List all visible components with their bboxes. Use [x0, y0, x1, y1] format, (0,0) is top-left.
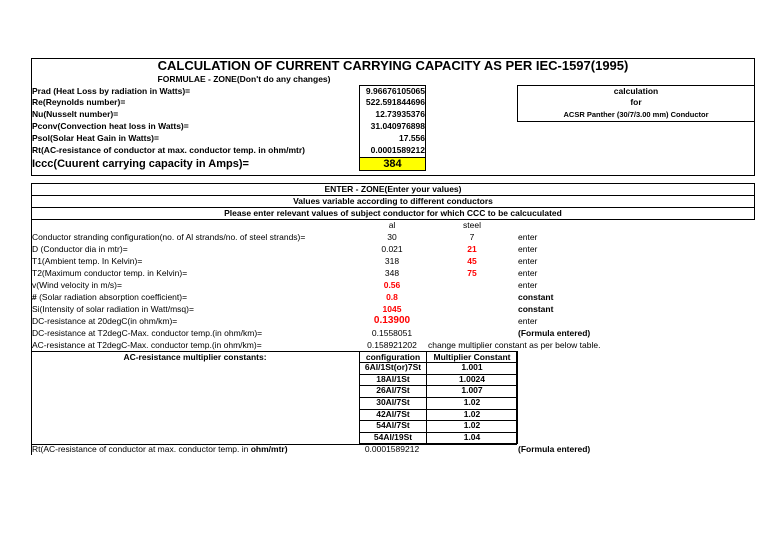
- footer-value[interactable]: 0.0001589212: [364, 444, 420, 454]
- multiplier-col-constant: Multiplier Constant: [433, 352, 511, 362]
- iccc-label: Iccc(Cuurent carrying capacity in Amps)=: [32, 158, 249, 170]
- input-al[interactable]: 0.8: [386, 292, 398, 302]
- footer-note: (Formula entered): [518, 444, 591, 454]
- input-al[interactable]: 0.56: [383, 280, 401, 290]
- input-label: [32, 292, 187, 303]
- formula-value[interactable]: 31.040976898: [370, 121, 425, 131]
- footer-label-unit: ohm/mtr): [250, 444, 288, 454]
- enter-zone-sub2: Please enter relevant values of subject conductor for which CCC to be calcuculated: [224, 208, 562, 218]
- formulae-zone-header: FORMULAE - ZONE(Don't do any changes): [157, 74, 331, 84]
- enter-zone-header: ENTER - ZONE(Enter your values): [324, 184, 462, 194]
- multiplier-constant[interactable]: 1.0024: [459, 374, 485, 384]
- input-al[interactable]: 318: [384, 256, 400, 266]
- formula-value[interactable]: 522.591844696: [365, 97, 425, 107]
- multiplier-config: 26Al/7St: [376, 385, 410, 395]
- multiplier-constant[interactable]: 1.02: [463, 397, 481, 407]
- multiplier-constant[interactable]: 1.001: [461, 362, 483, 372]
- input-al[interactable]: 348: [384, 268, 400, 278]
- input-note: (Formula entered): [518, 328, 591, 338]
- footer-label: [32, 444, 288, 455]
- input-steel[interactable]: 7: [469, 232, 475, 242]
- multiplier-config: 54Al/7St: [376, 420, 410, 430]
- input-label: DC-resistance at T2degC-Max. conductor temp.(in ohm/km)=: [32, 328, 263, 338]
- alpha-symbol: #: [32, 292, 37, 302]
- input-al[interactable]: 0.1558051: [371, 328, 413, 338]
- input-label: T2(Maximum conductor temp. in Kelvin)=: [32, 268, 188, 278]
- input-label-text: (Solar radiation absorption coefficient)=: [36, 292, 188, 302]
- conductor-name: ACSR Panther (30/7/3.00 mm) Conductor: [563, 110, 709, 119]
- input-al[interactable]: 0.13900: [373, 315, 411, 326]
- formula-label: Psol(Solar Heat Gain in Watts)=: [32, 133, 159, 143]
- formula-value[interactable]: 12.73935376: [375, 109, 425, 119]
- multiplier-config: 30Al/7St: [376, 397, 410, 407]
- input-label: D (Conductor dia in mtr)=: [32, 244, 128, 254]
- input-note: enter: [518, 280, 538, 290]
- formula-value[interactable]: 9.96676105065: [365, 86, 425, 96]
- input-steel[interactable]: 45: [467, 256, 477, 266]
- input-note: constant: [518, 292, 554, 302]
- multiplier-constant[interactable]: 1.02: [463, 409, 481, 419]
- multiplier-constant[interactable]: 1.04: [463, 432, 481, 442]
- input-label: Si(Intensity of solar radiation in Watt/msq)=: [32, 304, 194, 314]
- input-al[interactable]: 0.021: [381, 244, 403, 254]
- multiplier-config: 42Al/7St: [376, 409, 410, 419]
- input-note: enter: [518, 268, 538, 278]
- input-steel[interactable]: 75: [467, 268, 477, 278]
- multiplier-config: 54Al/19St: [373, 432, 413, 442]
- input-al[interactable]: 30: [387, 232, 397, 242]
- formula-label: Re(Reynolds number)=: [32, 97, 126, 107]
- input-steel[interactable]: 21: [467, 244, 477, 254]
- formula-label: Prad (Heat Loss by radiation in Watts)=: [32, 86, 191, 96]
- input-label: Conductor stranding configuration(no. of Al strands/no. of steel strands)=: [32, 232, 306, 242]
- input-note: enter: [518, 232, 538, 242]
- input-note: enter: [518, 316, 538, 326]
- input-label: AC-resistance at T2degC-Max. conductor temp.(in ohm/km)=: [32, 340, 262, 350]
- input-note: change multiplier constant as per below table.: [428, 340, 601, 350]
- input-label: v(Wind velocity in m/s)=: [32, 280, 122, 290]
- formula-value[interactable]: 17.556: [399, 133, 425, 143]
- multiplier-right-border: [517, 351, 518, 444]
- page-title: CALCULATION OF CURRENT CARRYING CAPACITY AS PER IEC-1597(1995): [157, 58, 629, 73]
- column-header-steel: steel: [463, 220, 481, 230]
- input-al[interactable]: 0.158921202: [367, 340, 417, 350]
- multiplier-config: 6Al/1St(or)7St: [364, 362, 422, 372]
- multiplier-config: 18Al/1St: [376, 374, 410, 384]
- calculation-line2: for: [630, 97, 642, 107]
- formula-label: Rt(AC-resistance of conductor at max. conductor temp. in ohm/mtr): [32, 145, 305, 155]
- input-note: constant: [518, 304, 554, 314]
- iccc-value[interactable]: 384: [360, 158, 425, 170]
- multiplier-col-config: configuration: [365, 352, 421, 362]
- multiplier-label: AC-resistance multiplier constants:: [123, 352, 267, 362]
- input-note: enter: [518, 256, 538, 266]
- multiplier-constant[interactable]: 1.007: [461, 385, 483, 395]
- footer-label-text: Rt(AC-resistance of conductor at max. conductor temp. in: [32, 444, 251, 454]
- input-label: T1(Ambient temp. In Kelvin)=: [32, 256, 143, 266]
- input-note: enter: [518, 244, 538, 254]
- formula-label: Nu(Nusselt number)=: [32, 109, 119, 119]
- formula-label: Pconv(Convection heat loss in Watts)=: [32, 121, 189, 131]
- input-al[interactable]: 1045: [382, 304, 402, 314]
- input-label: DC-resistance at 20degC(in ohm/km)=: [32, 316, 178, 326]
- column-header-al: al: [388, 220, 396, 230]
- formula-value[interactable]: 0.0001589212: [370, 145, 425, 155]
- enter-zone-sub1: Values variable according to different conductors: [293, 196, 493, 206]
- multiplier-constant[interactable]: 1.02: [463, 420, 481, 430]
- calculation-line1: calculation: [613, 86, 659, 96]
